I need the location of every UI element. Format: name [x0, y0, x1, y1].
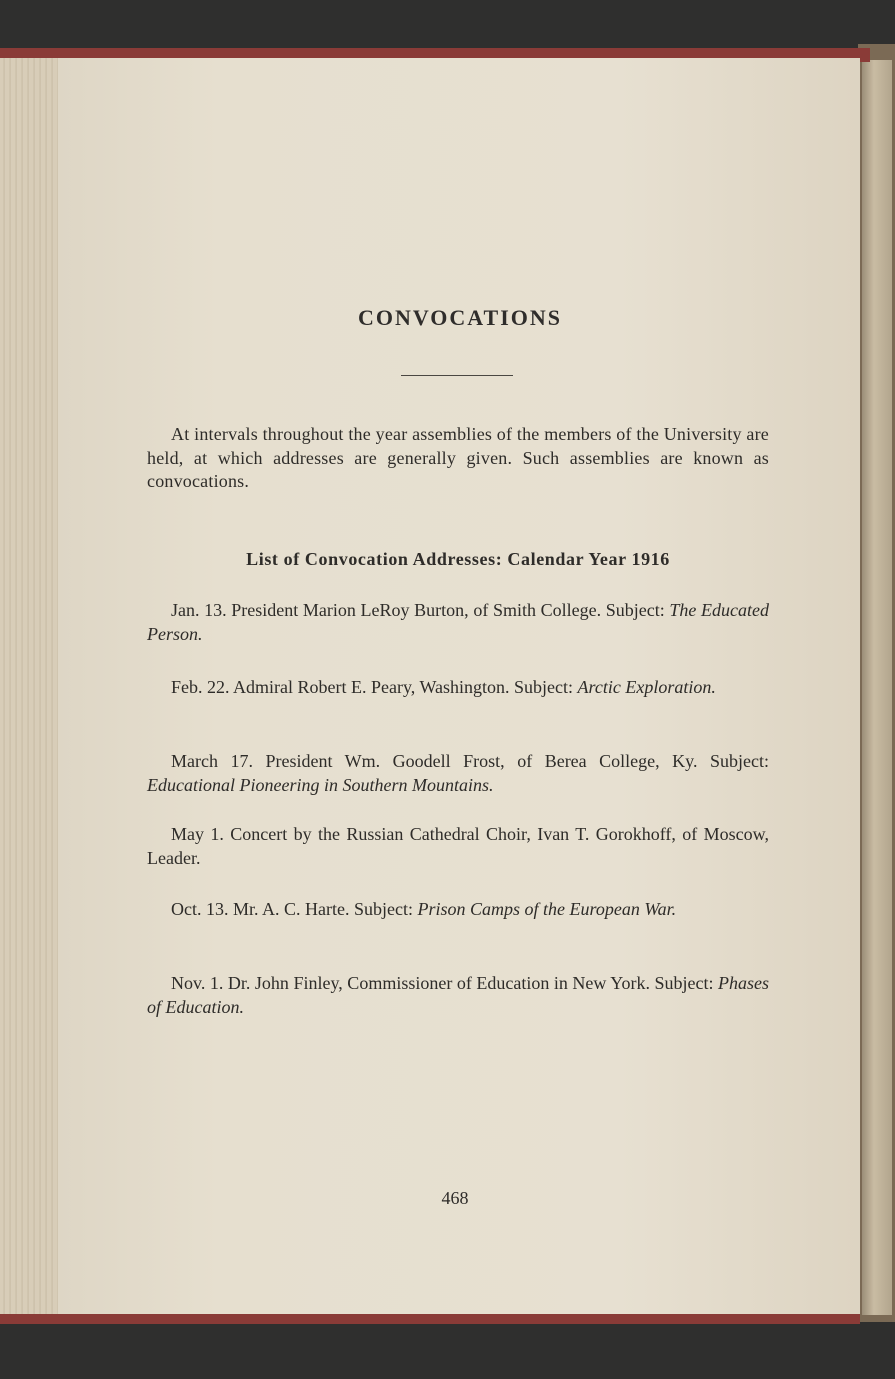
entry-text: Jan. 13. President Marion LeRoy Burton, of Smith College. Subject:: [171, 600, 670, 620]
list-heading: List of Convocation Addresses: Calendar Year 1916: [246, 549, 670, 569]
page-number: 468: [441, 1188, 469, 1208]
entry-text: Nov. 1. Dr. John Finley, Commissioner of Education in New York. Subject:: [171, 973, 718, 993]
list-item: [147, 898, 769, 922]
entry-subject: Arctic Exploration.: [577, 677, 716, 697]
entry-text: March 17. President Wm. Goodell Frost, of Berea College, Ky. Subject:: [171, 751, 769, 771]
entry-subject: Phases of Education.: [147, 973, 769, 1017]
entry-subject: The Educated Person.: [147, 600, 769, 644]
list-item: [147, 823, 769, 870]
entry-subject: Educational Pioneering in Southern Mountains.: [147, 774, 494, 795]
intro-paragraph: At intervals throughout the year assemblies of the members of the University are held, at which addresses are generally given. Such assemblies are known as convocations.: [147, 424, 769, 491]
entry-subject: Prison Camps of the European War.: [417, 899, 677, 919]
list-item: [147, 750, 769, 797]
entry-text: Oct. 13. Mr. A. C. Harte. Subject:: [171, 899, 418, 919]
list-item: [147, 972, 769, 1019]
entry-text: Feb. 22. Admiral Robert E. Peary, Washington. Subject:: [171, 677, 578, 697]
list-item: [147, 676, 769, 700]
entry-text: May 1. Concert by the Russian Cathedral Choir, Ivan T. Gorokhoff, of Moscow, Leader.: [147, 824, 769, 868]
list-item: [147, 599, 769, 646]
title-divider: [401, 375, 513, 376]
page-title: CONVOCATIONS: [357, 305, 563, 330]
